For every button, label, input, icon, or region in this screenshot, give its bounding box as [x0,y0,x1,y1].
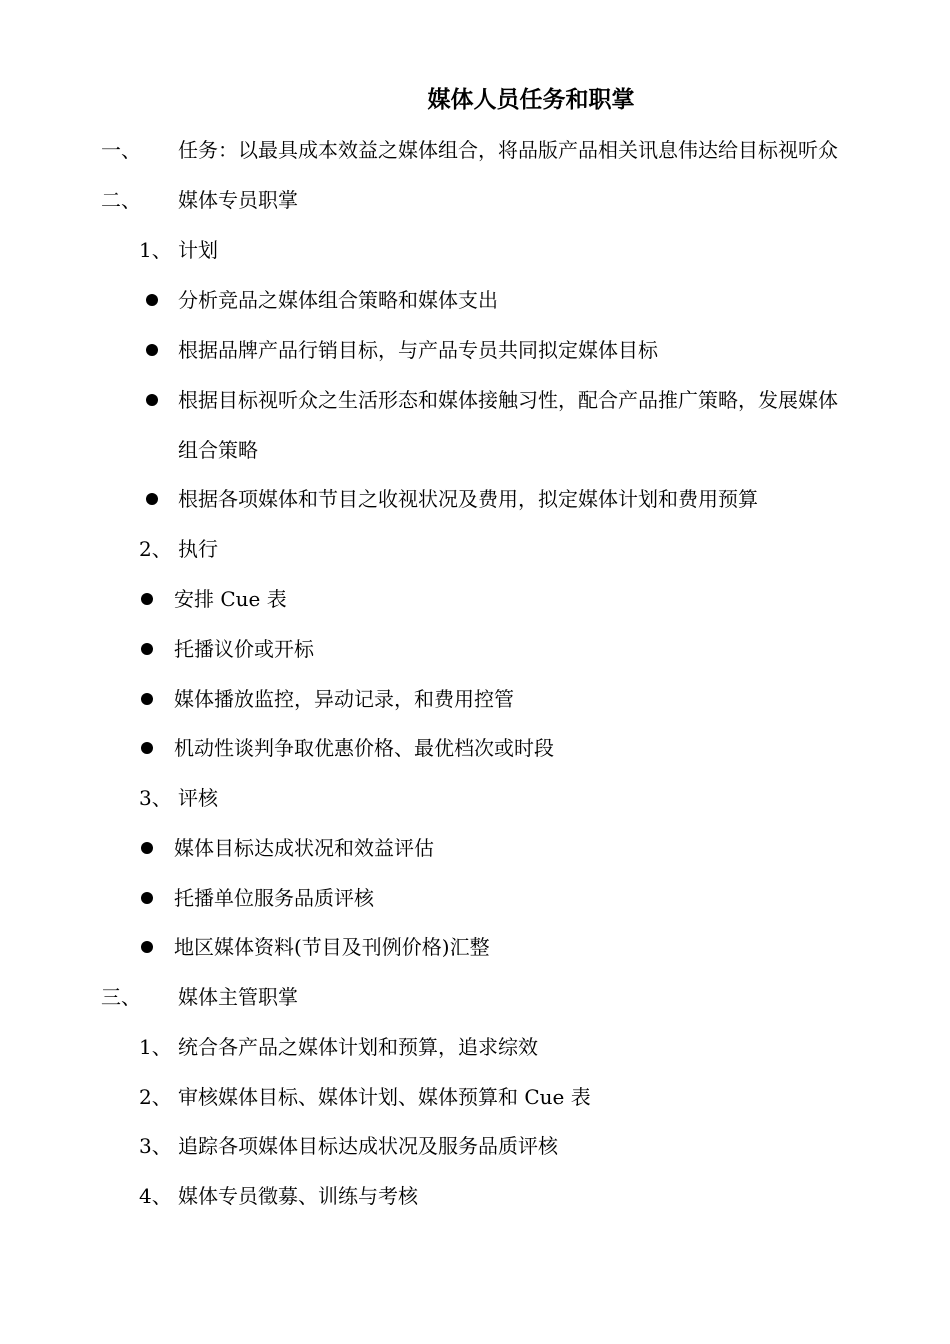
bullet-text: 机动性谈判争取优惠价格、最优档次或时段 [174,736,554,760]
list-item-marker: 3、 [139,1134,172,1158]
bullet-text: 根据品牌产品行销目标，与产品专员共同拟定媒体目标 [178,338,658,362]
bullet-icon [141,842,153,854]
bullet-icon [146,294,158,306]
bullet-icon [141,693,153,705]
subsection-2-1-text: 计划 [178,238,218,262]
bullet-text: 安排 Cue 表 [174,587,287,611]
bullet-text: 托播议价或开标 [174,637,314,661]
list-item-text: 审核媒体目标、媒体计划、媒体预算和 Cue 表 [178,1085,591,1109]
list-item-text: 媒体专员徵募、训练与考核 [178,1184,418,1208]
bullet-text: 媒体播放监控，异动记录，和费用控管 [174,687,514,711]
section-2-text: 媒体专员职掌 [178,188,298,212]
bullet-text: 媒体目标达成状况和效益评估 [174,836,434,860]
bullet-icon [146,344,158,356]
bullet-text: 托播单位服务品质评核 [174,886,374,910]
list-item-text: 统合各产品之媒体计划和预算，追求综效 [178,1035,538,1059]
list-item-marker: 4、 [139,1184,172,1208]
document-title: 媒体人员任务和职掌 [427,86,635,113]
list-item-marker: 2、 [139,1085,172,1109]
list-item-text: 追踪各项媒体目标达成状况及服务品质评核 [178,1134,558,1158]
subsection-2-3-text: 评核 [178,786,218,810]
bullet-text: 地区媒体资料(节目及刊例价格)汇整 [174,935,490,959]
section-2-marker: 二、 [101,188,141,212]
section-1-marker: 一、 [101,138,141,162]
section-3-marker: 三、 [101,985,141,1009]
bullet-icon [146,394,158,406]
bullet-icon [141,892,153,904]
bullet-text: 分析竞品之媒体组合策略和媒体支出 [178,288,498,312]
bullet-icon [141,941,153,953]
bullet-icon [141,742,153,754]
subsection-2-2-marker: 2、 [139,537,172,561]
bullet-text: 根据目标视听众之生活形态和媒体接触习性，配合产品推广策略，发展媒体 [178,388,838,412]
bullet-continuation-text: 组合策略 [178,438,258,462]
section-3-text: 媒体主管职掌 [178,985,298,1009]
subsection-2-1-marker: 1、 [139,238,172,262]
bullet-icon [141,643,153,655]
subsection-2-2-text: 执行 [178,537,218,561]
subsection-2-3-marker: 3、 [139,786,172,810]
section-1-text: 任务：以最具成本效益之媒体组合，将品版产品相关讯息伟达给目标视听众 [178,138,838,162]
bullet-icon [146,493,158,505]
bullet-text: 根据各项媒体和节目之收视状况及费用，拟定媒体计划和费用预算 [178,487,758,511]
list-item-marker: 1、 [139,1035,172,1059]
bullet-icon [141,593,153,605]
